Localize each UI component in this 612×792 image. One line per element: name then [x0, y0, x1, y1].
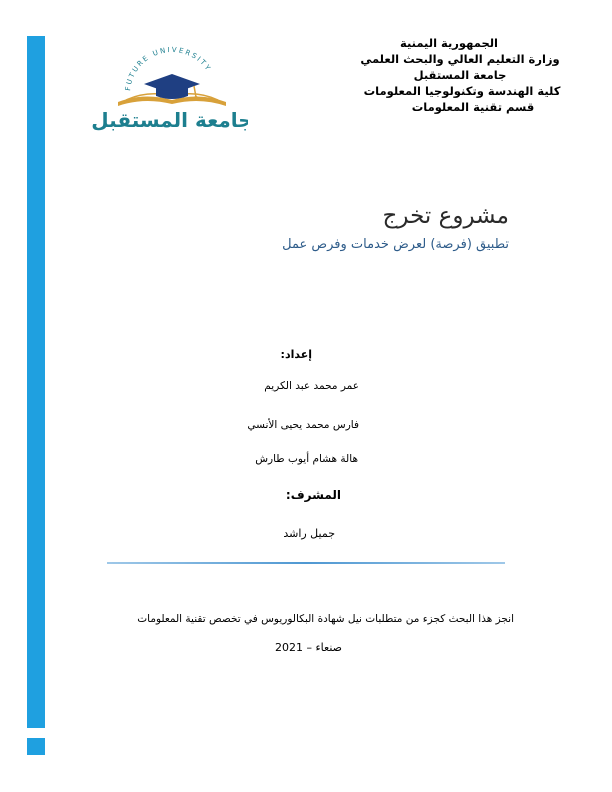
institution-header — [340, 35, 580, 115]
divider-line — [107, 562, 505, 564]
logo-graphic — [88, 34, 248, 134]
member-name: هالة هشام أيوب طارش — [255, 453, 358, 465]
prepared-by-label: إعداد: — [280, 348, 312, 361]
member-name: عمر محمد عبد الكريم — [264, 380, 359, 392]
project-subtitle: تطبيق (فرصة) لعرض خدمات وفرص عمل — [282, 237, 509, 252]
supervisor-name: جميل راشد — [283, 527, 335, 540]
left-accent-bar — [27, 36, 45, 728]
member-name: فارس محمد يحيى الأنسي — [247, 419, 359, 431]
cap-tassel — [194, 86, 196, 97]
university-logo — [88, 34, 248, 134]
left-accent-square — [27, 738, 45, 755]
header-college: كلية الهندسة وتكنولوجيا المعلومات — [363, 84, 561, 98]
degree-statement: انجز هذا البحث كجزء من متطلبات نيل شهادة البكالوريوس في تخصص تقنية المعلومات — [137, 613, 514, 625]
header-ministry: وزارة التعليم العالي والبحث العلمي — [360, 52, 560, 66]
logo-arc-text: FUTURE UNIVERSITY — [124, 45, 213, 92]
logo-arabic-name: جامعة المستقبل — [91, 108, 248, 132]
supervisor-label: المشرف: — [285, 488, 341, 502]
place-and-year: صنعاء – 2021 — [275, 641, 342, 654]
tassel-end — [194, 96, 198, 100]
header-university: جامعة المستقبل — [413, 68, 507, 82]
header-country: الجمهورية اليمنية — [399, 36, 498, 50]
project-title: مشروع تخرج — [382, 203, 509, 229]
header-department: قسم تقنية المعلومات — [411, 100, 535, 114]
